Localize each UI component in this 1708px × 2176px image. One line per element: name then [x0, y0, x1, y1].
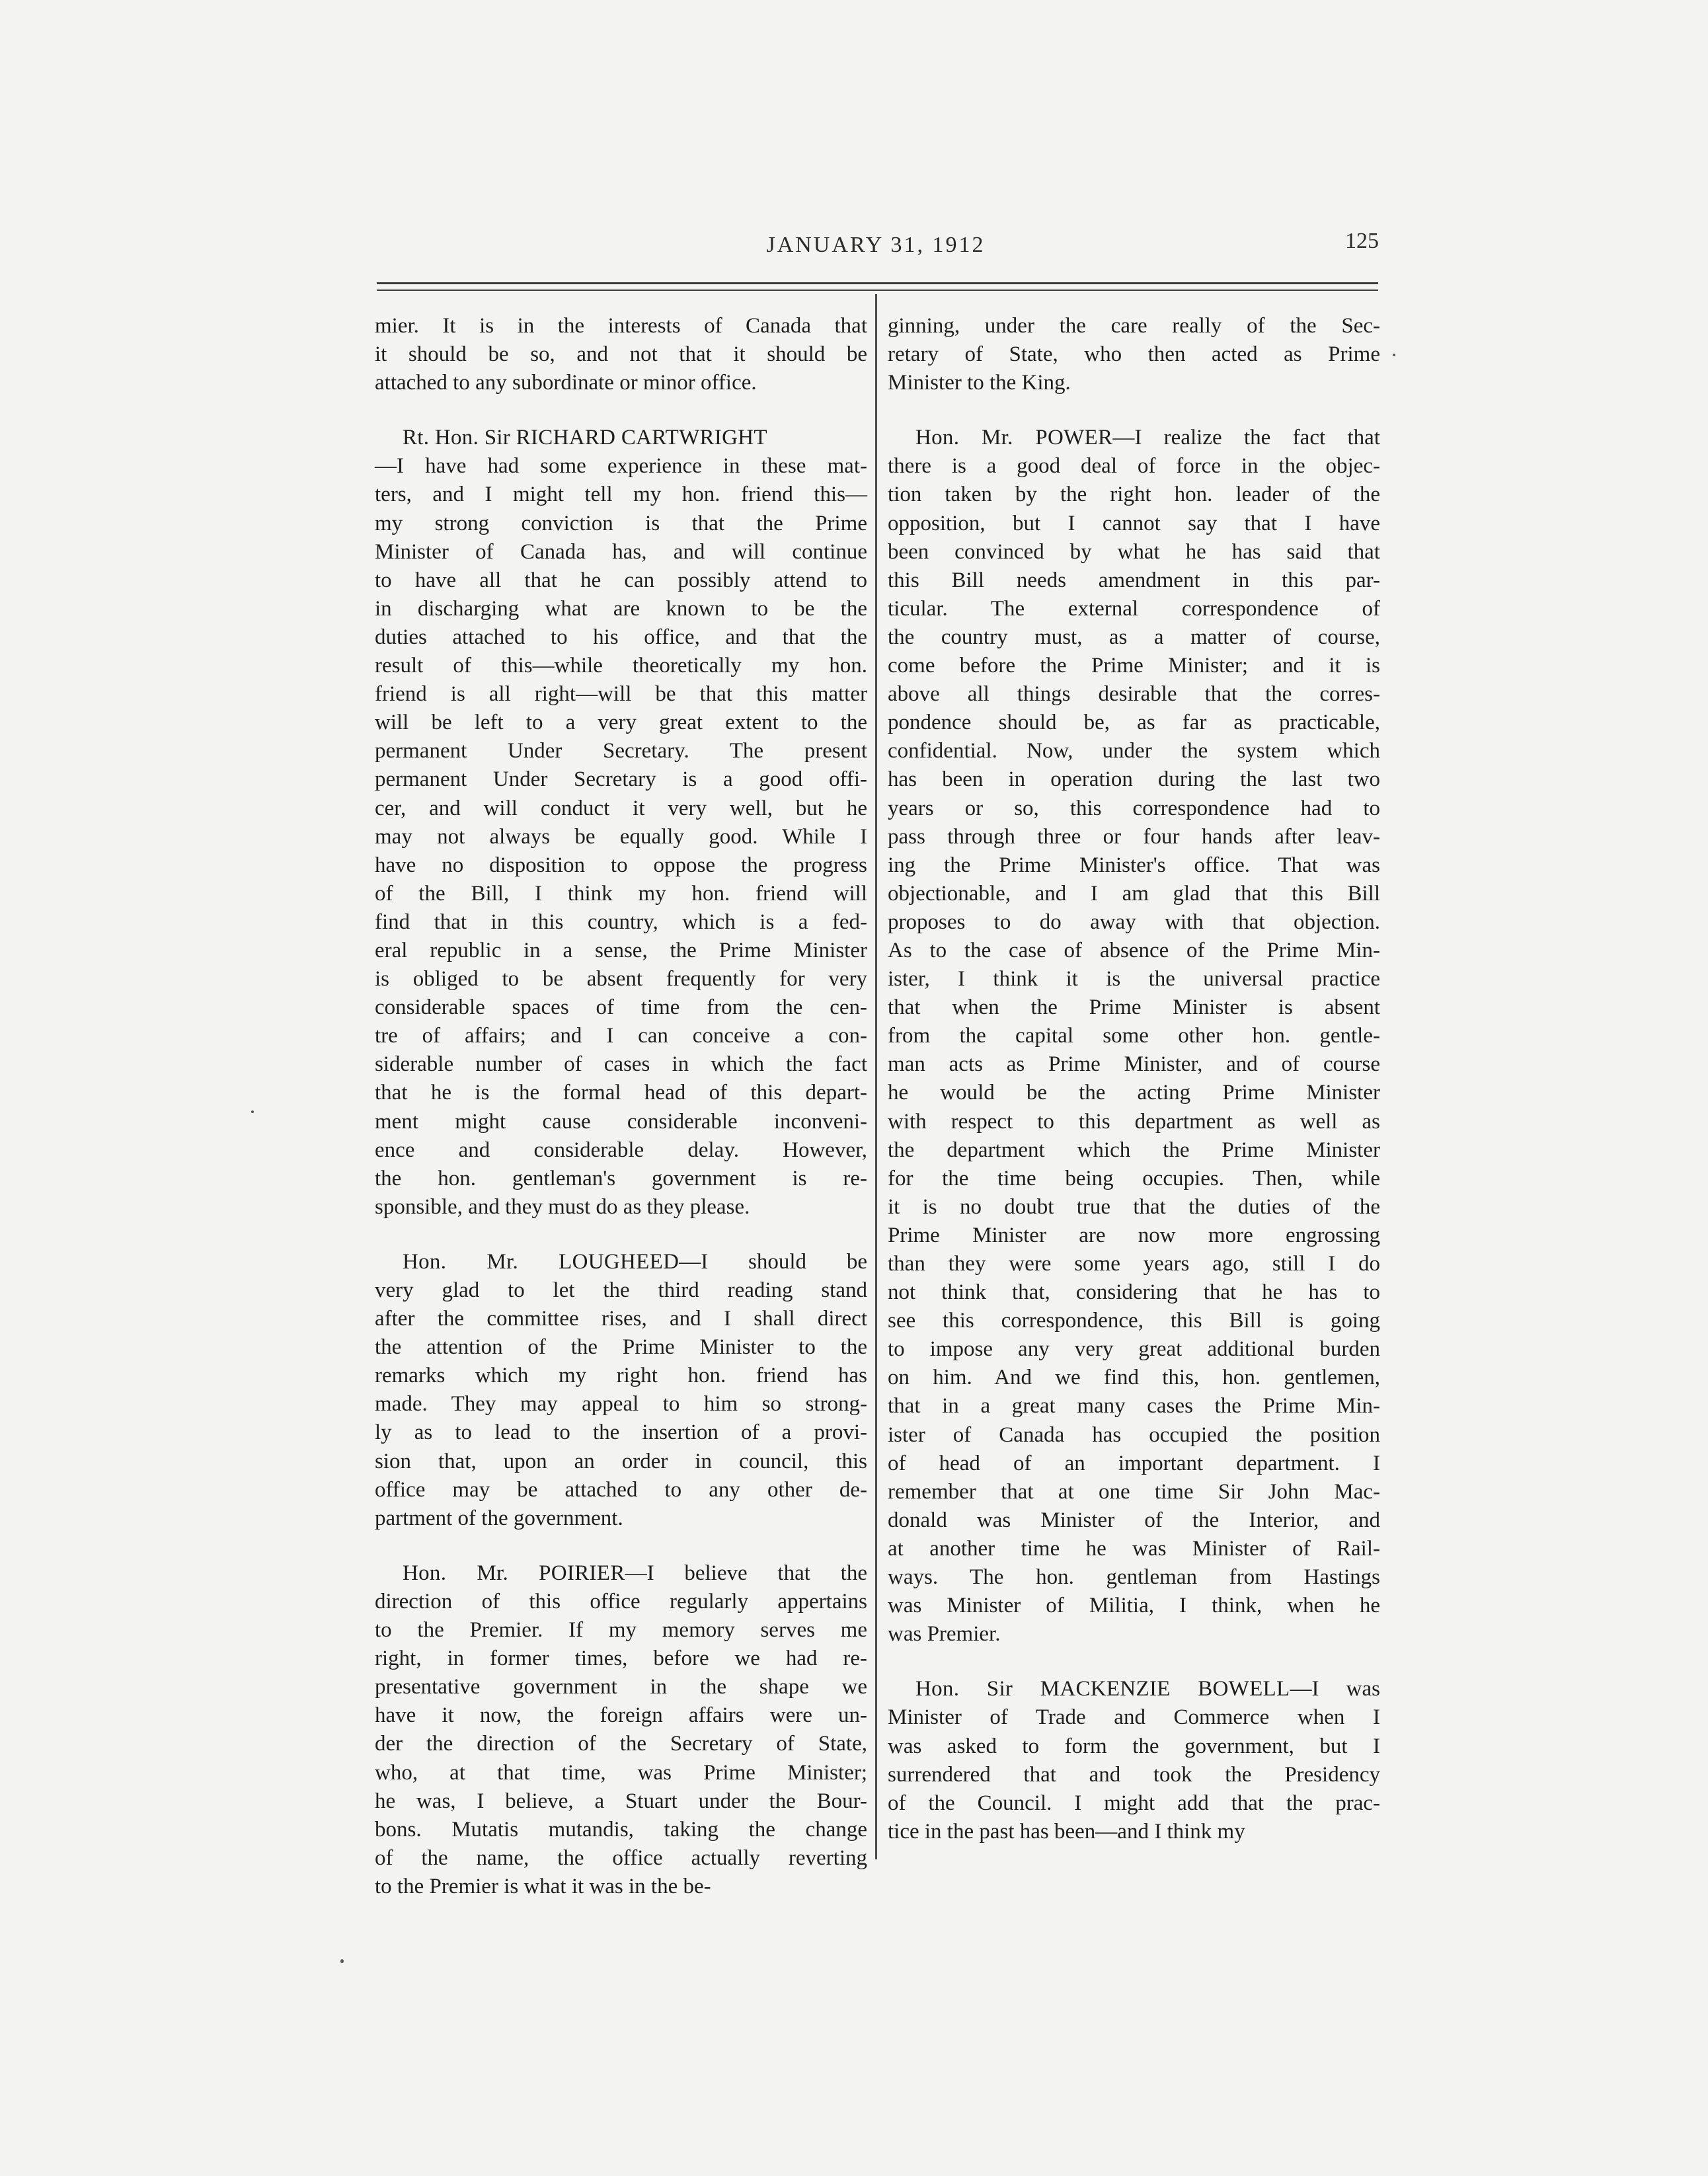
text-line: presentative government in the shape we — [375, 1675, 867, 1699]
speech-opening-line — [375, 1248, 867, 1276]
text-line: direction of this office regularly appertains — [375, 1589, 867, 1613]
speech-opening-line — [375, 1559, 867, 1588]
text-line: there is a good deal of force in the objec- — [888, 454, 1380, 479]
text-line: for the time being occupies. Then, while — [888, 1166, 1380, 1190]
speech-paragraph — [888, 424, 1380, 1649]
continuation-paragraph — [888, 312, 1380, 397]
speech-paragraph — [375, 1248, 867, 1533]
speaker-name: Hon. Sir MACKENZIE BOWELL — [915, 1677, 1290, 1701]
scan-speck — [1393, 354, 1395, 356]
text-line: ister of Canada has occupied the position — [888, 1422, 1380, 1447]
text-line: my strong conviction is that the Prime — [375, 511, 867, 535]
text-line: than they were some years ago, still I do — [888, 1252, 1380, 1276]
scan-speck — [251, 1110, 254, 1113]
text-line: the country must, as a matter of course, — [888, 625, 1380, 649]
speaker-name: Rt. Hon. Sir RICHARD CARTWRIGHT — [403, 426, 767, 450]
speech-opening-line — [888, 1675, 1380, 1703]
text-line: attached to any subordinate or minor office. — [375, 371, 757, 395]
text-line: result of this—while theoretically my hon. — [375, 654, 867, 678]
text-line: of the name, the office actually reverting — [375, 1846, 867, 1870]
text-line: of the Bill, I think my hon. friend will — [375, 881, 867, 906]
text-line: made. They may appeal to him so strong- — [375, 1392, 867, 1417]
speech-first-line: —I believe that the — [625, 1561, 867, 1585]
text-line: find that in this country, which is a fed- — [375, 910, 867, 934]
text-line: bons. Mutatis mutandis, taking the change — [375, 1817, 867, 1842]
speaker-name: Hon. Mr. POIRIER — [403, 1561, 625, 1585]
text-line: Minister of Canada has, and will continue — [375, 539, 867, 564]
text-line: sponsible, and they must do as they please. — [375, 1194, 750, 1219]
text-line: objectionable, and I am glad that this Bill — [888, 881, 1380, 906]
text-line: opposition, but I cannot say that I have — [888, 511, 1380, 535]
text-line: remember that at one time Sir John Mac- — [888, 1479, 1380, 1504]
text-line: ginning, under the care really of the Sec- — [888, 314, 1380, 338]
page-header — [370, 225, 1381, 264]
text-line: Minister to the King. — [888, 371, 1071, 395]
text-line: ly as to lead to the insertion of a provi- — [375, 1420, 867, 1445]
text-line: ways. The hon. gentleman from Hastings — [888, 1565, 1380, 1590]
text-line: der the direction of the Secretary of State, — [375, 1732, 867, 1756]
column-divider — [875, 294, 877, 1859]
left-column — [375, 312, 867, 1901]
text-line: after the committee rises, and I shall direct — [375, 1307, 867, 1331]
text-line: have no disposition to oppose the progress — [375, 853, 867, 877]
text-line: Prime Minister are now more engrossing — [888, 1223, 1380, 1247]
continuation-paragraph — [375, 312, 867, 397]
text-line: friend is all right—will be that this matter — [375, 682, 867, 707]
text-line: that when the Prime Minister is absent — [888, 995, 1380, 1020]
text-line: ence and considerable delay. However, — [375, 1138, 867, 1162]
text-line: is obliged to be absent frequently for very — [375, 967, 867, 991]
header-date: JANUARY 31, 1912 — [766, 233, 986, 257]
text-line: see this correspondence, this Bill is going — [888, 1309, 1380, 1333]
text-line: was Premier. — [888, 1622, 1001, 1647]
text-line: mier. It is in the interests of Canada that — [375, 314, 867, 338]
text-line: permanent Under Secretary. The present — [375, 739, 867, 763]
text-line: ters, and I might tell my hon. friend this— — [375, 483, 867, 507]
header-rule-bottom — [377, 290, 1378, 291]
speech-opening-line — [888, 424, 1380, 452]
text-line: partment of the government. — [375, 1506, 623, 1530]
text-line: Minister of Trade and Commerce when I — [888, 1705, 1380, 1730]
text-line: in discharging what are known to be the — [375, 596, 867, 621]
speech-first-line: —I should be — [679, 1249, 867, 1274]
text-line: remarks which my right hon. friend has — [375, 1364, 867, 1388]
text-line: office may be attached to any other de- — [375, 1477, 867, 1502]
scan-speck — [340, 1959, 344, 1963]
text-line: surrendered that and took the Presidency — [888, 1762, 1380, 1787]
text-line: was Minister of Militia, I think, when he — [888, 1594, 1380, 1618]
text-line: —I have had some experience in these mat- — [375, 454, 867, 479]
text-line: at another time he was Minister of Rail- — [888, 1536, 1380, 1561]
text-line: it should be so, and not that it should be — [375, 342, 867, 367]
text-line: to impose any very great additional burden — [888, 1337, 1380, 1362]
text-line: proposes to do away with that objection. — [888, 910, 1380, 934]
text-line: he was, I believe, a Stuart under the Bour- — [375, 1789, 867, 1813]
speech-paragraph — [888, 1675, 1380, 1846]
text-line: donald was Minister of the Interior, and — [888, 1508, 1380, 1532]
text-line: right, in former times, before we had re- — [375, 1647, 867, 1671]
text-line: it is no doubt true that the duties of the — [888, 1194, 1380, 1219]
right-column — [888, 312, 1380, 1846]
text-line: pondence should be, as far as practicable, — [888, 711, 1380, 735]
text-line: of head of an important department. I — [888, 1451, 1380, 1475]
text-line: siderable number of cases in which the fact — [375, 1052, 867, 1077]
text-line: this Bill needs amendment in this par- — [888, 568, 1380, 592]
text-line: considerable spaces of time from the cen- — [375, 995, 867, 1020]
text-line: tre of affairs; and I can conceive a con- — [375, 1024, 867, 1048]
text-line: have it now, the foreign affairs were un- — [375, 1703, 867, 1728]
text-line: to have all that he can possibly attend to — [375, 568, 867, 592]
text-line: who, at that time, was Prime Minister; — [375, 1760, 867, 1785]
text-line: ister, I think it is the universal practice — [888, 967, 1380, 991]
text-line: to the Premier is what it was in the be- — [375, 1874, 711, 1898]
text-line: the attention of the Prime Minister to the — [375, 1335, 867, 1360]
text-line: he would be the acting Prime Minister — [888, 1081, 1380, 1105]
text-line: tice in the past has been—and I think my — [888, 1819, 1245, 1844]
text-line: that in a great many cases the Prime Min- — [888, 1394, 1380, 1418]
speech-first-line: —I was — [1290, 1677, 1380, 1701]
text-line: ing the Prime Minister's office. That was — [888, 853, 1380, 877]
speech-paragraph — [375, 424, 867, 1222]
text-line: permanent Under Secretary is a good offi- — [375, 767, 867, 792]
text-line: on him. And we find this, hon. gentlemen, — [888, 1366, 1380, 1390]
text-line: the hon. gentleman's government is re- — [375, 1166, 867, 1190]
text-line: sion that, upon an order in council, this — [375, 1449, 867, 1473]
speaker-name: Hon. Mr. POWER — [915, 426, 1113, 450]
text-line: cer, and will conduct it very well, but he — [375, 796, 867, 820]
text-line: eral republic in a sense, the Prime Minister — [375, 938, 867, 962]
page-number: 125 — [1345, 229, 1379, 253]
text-line: the department which the Prime Minister — [888, 1138, 1380, 1162]
text-line: been convinced by what he has said that — [888, 539, 1380, 564]
text-line: will be left to a very great extent to the — [375, 711, 867, 735]
text-line: was asked to form the government, but I — [888, 1734, 1380, 1758]
text-line: very glad to let the third reading stand — [375, 1278, 867, 1302]
text-line: pass through three or four hands after leav- — [888, 824, 1380, 849]
text-line: has been in operation during the last two — [888, 767, 1380, 792]
text-line: above all things desirable that the corres- — [888, 682, 1380, 707]
text-line: come before the Prime Minister; and it is — [888, 654, 1380, 678]
text-line: retary of State, who then acted as Prime — [888, 342, 1380, 367]
text-line: As to the case of absence of the Prime Min- — [888, 938, 1380, 962]
text-line: from the capital some other hon. gentle- — [888, 1024, 1380, 1048]
text-line: may not always be equally good. While I — [375, 824, 867, 849]
text-line: not think that, considering that he has to — [888, 1280, 1380, 1305]
speech-first-line: —I realize the fact that — [1112, 426, 1380, 450]
text-line: duties attached to his office, and that the — [375, 625, 867, 649]
text-line: ticular. The external correspondence of — [888, 596, 1380, 621]
speech-opening-line — [375, 424, 867, 452]
text-line: years or so, this correspondence had to — [888, 796, 1380, 820]
text-line: man acts as Prime Minister, and of course — [888, 1052, 1380, 1077]
text-line: tion taken by the right hon. leader of the — [888, 483, 1380, 507]
speech-paragraph — [375, 1559, 867, 1901]
text-line: that he is the formal head of this depart- — [375, 1081, 867, 1105]
header-rule-top — [377, 282, 1378, 284]
text-line: of the Council. I might add that the prac- — [888, 1791, 1380, 1815]
text-line: ment might cause considerable inconveni- — [375, 1109, 867, 1134]
speaker-name: Hon. Mr. LOUGHEED — [403, 1249, 679, 1274]
text-line: confidential. Now, under the system which — [888, 739, 1380, 763]
text-line: with respect to this department as well as — [888, 1109, 1380, 1134]
text-line: to the Premier. If my memory serves me — [375, 1618, 867, 1643]
